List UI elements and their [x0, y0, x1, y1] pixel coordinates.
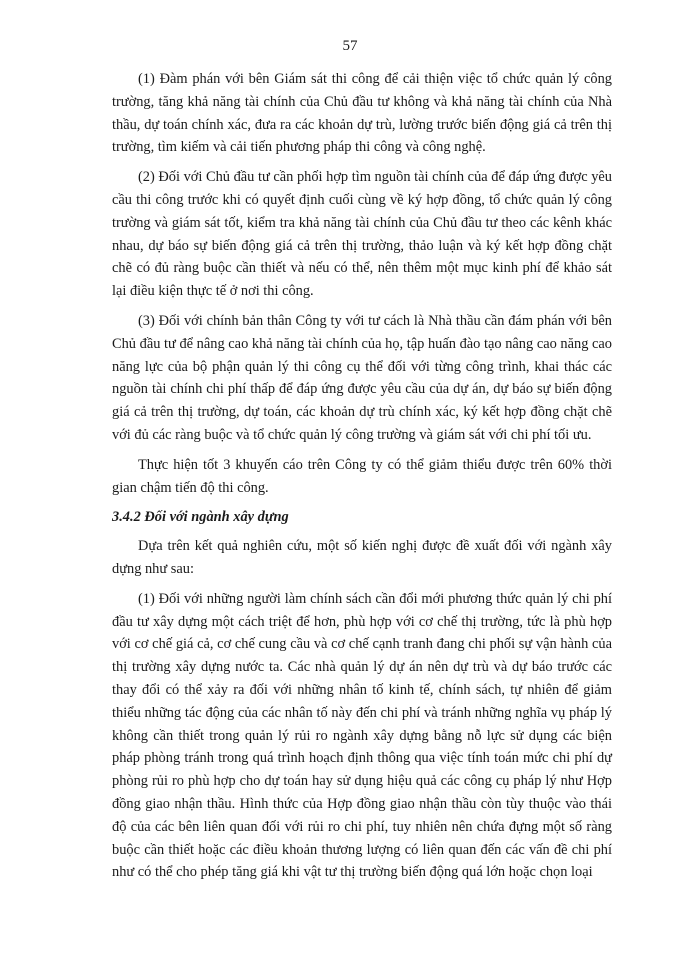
- paragraph-recommendation-3: (3) Đối với chính bản thân Công ty với tư cách là Nhà thầu cần đám phán với bên Chủ đầu tư để nâng cao khả năng tài chính của họ, tập huấn đào tạo nâng cao năng cao năng lực của bộ phận quản lý thi công cụ thể đối với từng công trình, khai thác các nguồn tài chính chi phí thấp để đáp ứng được yêu cầu của dự án, dự báo sự biến động giá cả trên thị trường, dự toán, các khoản dự trù chính xác, ký kết hợp đồng chặt chẽ với đủ các ràng buộc và tổ chức quản lý công trường và giám sát với chi phí tối ưu.: [112, 312, 612, 443]
- paragraph-summary: Thực hiện tốt 3 khuyến cáo trên Công ty có thể giảm thiểu được trên 60% thời gian chậm tiến độ thi công.: [112, 456, 612, 496]
- section-heading: 3.4.2 Đối với ngành xây dựng: [112, 509, 289, 526]
- page-number: 57: [342, 38, 358, 54]
- paragraph-recommendation-1: (1) Đàm phán với bên Giám sát thi công để cải thiện việc tổ chức quản lý công trường, tăng khả năng tài chính của Chủ đầu tư không và khả năng tài chính của Nhà thầu, dự toán chính xác, đưa ra các khoản dự trù, lường trước biến động giá cả trên thị trường, tìm kiếm và cải tiến phương pháp thi công và công nghệ.: [112, 71, 612, 156]
- page-body: [112, 68, 612, 891]
- paragraph-industry-recommendation-1: (1) Đối với những người làm chính sách cần đổi mới phương thức quản lý chi phí đầu tư xây dựng một cách triệt để hơn, phù hợp với cơ chế thị trường, tức là phù hợp với cơ chế giá cả, cơ chế cung cầu và cơ chế cạnh tranh đang chi phối sự vận hành của thị trường xây dựng nước ta. Các nhà quản lý dự án nên dự trù và dự báo trước các thay đổi có thể xảy ra đối với những nhân tố kinh tế, chính sách, tự nhiên để giảm thiểu những tác động của các nhân tố này đến chi phí và tránh những nghĩa vụ pháp lý không cần thiết trong quản lý rủi ro ngành xây dựng bằng nỗ lực sử dụng các biện pháp phòng tránh trong quá trình hoạch định thông qua việc tính toán mức chi phí dự phòng rủi ro phù hợp cho dự toán hay sử dụng hiệu quả các công cụ pháp lý như Hợp đồng giao nhận thầu. Hình thức của Hợp đồng giao nhận thầu còn tùy thuộc vào thái độ của các bên liên quan đối với rủi ro chi phí, tuy nhiên nên chứa đựng một số ràng buộc cần thiết hoặc các điều khoản thương lượng có liên quan đến các vấn đề chi phí như có thể cho phép tăng giá khi vật tư thị trường biến động quá lớn hoặc chọn loại: [112, 590, 612, 881]
- paragraph-recommendation-2: (2) Đối với Chủ đầu tư cần phối hợp tìm nguồn tài chính của để đáp ứng được yêu cầu thi công trước khi có quyết định cuối cùng về ký hợp đồng, tổ chức quản lý công trường và giám sát tốt, kiểm tra khả năng tài chính của Chủ đầu tư theo các kênh khác nhau, dự báo sự biến động giá cả trên thị trường, thảo luận và ký kết hợp đồng chặt chẽ có đủ ràng buộc cần thiết và nếu có thể, nên thêm một mục kinh phí để khảo sát lại điều kiện thực tế ở nơi thi công.: [112, 169, 612, 300]
- paragraph-intro: Dựa trên kết quả nghiên cứu, một số kiến nghị được đề xuất đối với ngành xây dựng như sau:: [112, 538, 612, 577]
